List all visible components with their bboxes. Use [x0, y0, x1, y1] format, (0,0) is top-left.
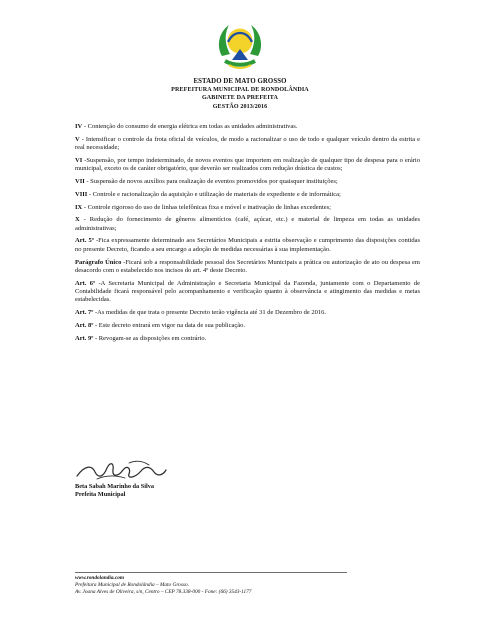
- municipal-crest-icon: [212, 18, 268, 74]
- article-5: [75, 237, 420, 254]
- paragraph-label: IX: [75, 203, 83, 211]
- document-footer: [75, 575, 405, 596]
- paragraph-text: -Fica expressamente determinado aos Secretários Municipais a estrita observação e cumprimento das disposições contidas no presente Decreto, ficando a seu encargo a adoção de medidas necessárias à sua implementação.: [75, 237, 421, 253]
- paragraph-label: Art. 9º: [75, 334, 94, 342]
- header-line-3: GABINETE DA PREFEITA: [201, 95, 279, 102]
- paragraph-iv: [75, 123, 420, 131]
- signatory-name: Beta Sabah Marinho da Silva: [75, 483, 155, 490]
- paragraph-vii: [75, 178, 420, 186]
- article-6: [75, 280, 420, 305]
- signature-block: [75, 458, 295, 499]
- paragraph-text: -Ficará sob a responsabilidade pessoal dos Secretários Municipais a prática ou autorização de ato ou despesa em desacordo com o estabelecido nos incisos do art. 4º deste Decreto.: [75, 258, 420, 274]
- article-8: [75, 322, 420, 330]
- paragraph-label: Art. 8º: [75, 321, 94, 329]
- paragraph-text: - Contenção do consumo de energia elétrica em todas as unidades administrativas.: [82, 123, 298, 130]
- paragraph-vi: [75, 157, 420, 174]
- paragraph-text: -Suspensão, por tempo indeterminado, de novos eventos que importem em realização de qualquer tipo de despesa para o erário municipal, exceto os de caráter obrigatório, que deverão ser realizados com redução drástica de custos;: [75, 156, 420, 173]
- paragraph-text: - Controle e racionalização da aquisição e utilização de materiais de expediente e de informática;: [87, 190, 341, 198]
- letterhead: [0, 18, 480, 111]
- signatory-role: Prefeita Municipal: [75, 491, 126, 499]
- footer-address-line-2: Av. Joana Alves de Oliveira, s/n, Centro – CEP 78.338-000 - Fone: (66) 3543-1177: [75, 589, 252, 595]
- header-line-2: PREFEITURA MUNICIPAL DE RONDOLÂNDIA: [171, 87, 309, 94]
- header-line-1: ESTADO DE MATO GROSSO: [193, 78, 287, 85]
- paragraph-text: - Redução do fornecimento de gêneros alimentícios (café, açúcar, etc.) e material de limpeza em todas as unidades administrativas;: [75, 216, 420, 232]
- paragraph-viii: [75, 191, 420, 199]
- paragraph-unico: [75, 259, 420, 276]
- paragraph-text: - Revogam-se as disposições em contrário.: [93, 334, 207, 342]
- footer-website: www.rondolandia.com: [75, 575, 124, 581]
- paragraph-v: [75, 136, 420, 153]
- paragraph-text: - Controle rigoroso do uso de linhas telefônicas fixa e móvel e inativação de linhas excedentes;: [82, 203, 331, 211]
- paragraph-text: - Suspensão de novos auxílios para realização de eventos promovidos por quaisquer instituições;: [84, 177, 338, 185]
- footer-divider: [75, 572, 347, 573]
- paragraph-ix: [75, 204, 420, 212]
- paragraph-label: Parágrafo Único: [75, 258, 122, 266]
- paragraph-text: - Este decreto entrará em vigor na data de sua publicação.: [93, 321, 245, 329]
- article-9: [75, 335, 420, 343]
- paragraph-label: Art. 5º: [75, 237, 94, 245]
- paragraph-label: V: [75, 135, 80, 143]
- paragraph-label: VII: [75, 177, 85, 185]
- header-line-4: GESTÃO 2013/2016: [212, 103, 268, 110]
- document-body: [75, 123, 420, 347]
- paragraph-text: -As medidas de que trata o presente Decreto terão vigência até 31 de Dezembro de 2016.: [93, 309, 327, 317]
- paragraph-text: - Intensificar o controle da frota oficial de veículos, de modo a racionalizar o uso de todo e qualquer veículo dentro da estrita e real necessidade;: [75, 135, 420, 152]
- paragraph-label: VI: [75, 156, 83, 164]
- paragraph-label: X: [75, 216, 80, 224]
- signature-icon: [75, 458, 185, 483]
- footer-address-line-1: Prefeitura Municipal de Rondolândia – Mato Grosso.: [75, 582, 189, 588]
- paragraph-text: -A Secretaria Municipal de Administração e Secretaria Municipal da Fazenda, juntamente com o Departamento de Contabilidade ficará responsável pelo acompanhamento e verificação quanto à observância e atingimento das medidas e metas estabelecidas.: [75, 279, 420, 304]
- paragraph-x: [75, 216, 420, 233]
- article-7: [75, 309, 420, 317]
- paragraph-label: IV: [75, 123, 83, 130]
- paragraph-label: Art. 7º: [75, 309, 94, 317]
- paragraph-label: Art. 6º: [75, 279, 96, 287]
- paragraph-label: VIII: [75, 190, 88, 198]
